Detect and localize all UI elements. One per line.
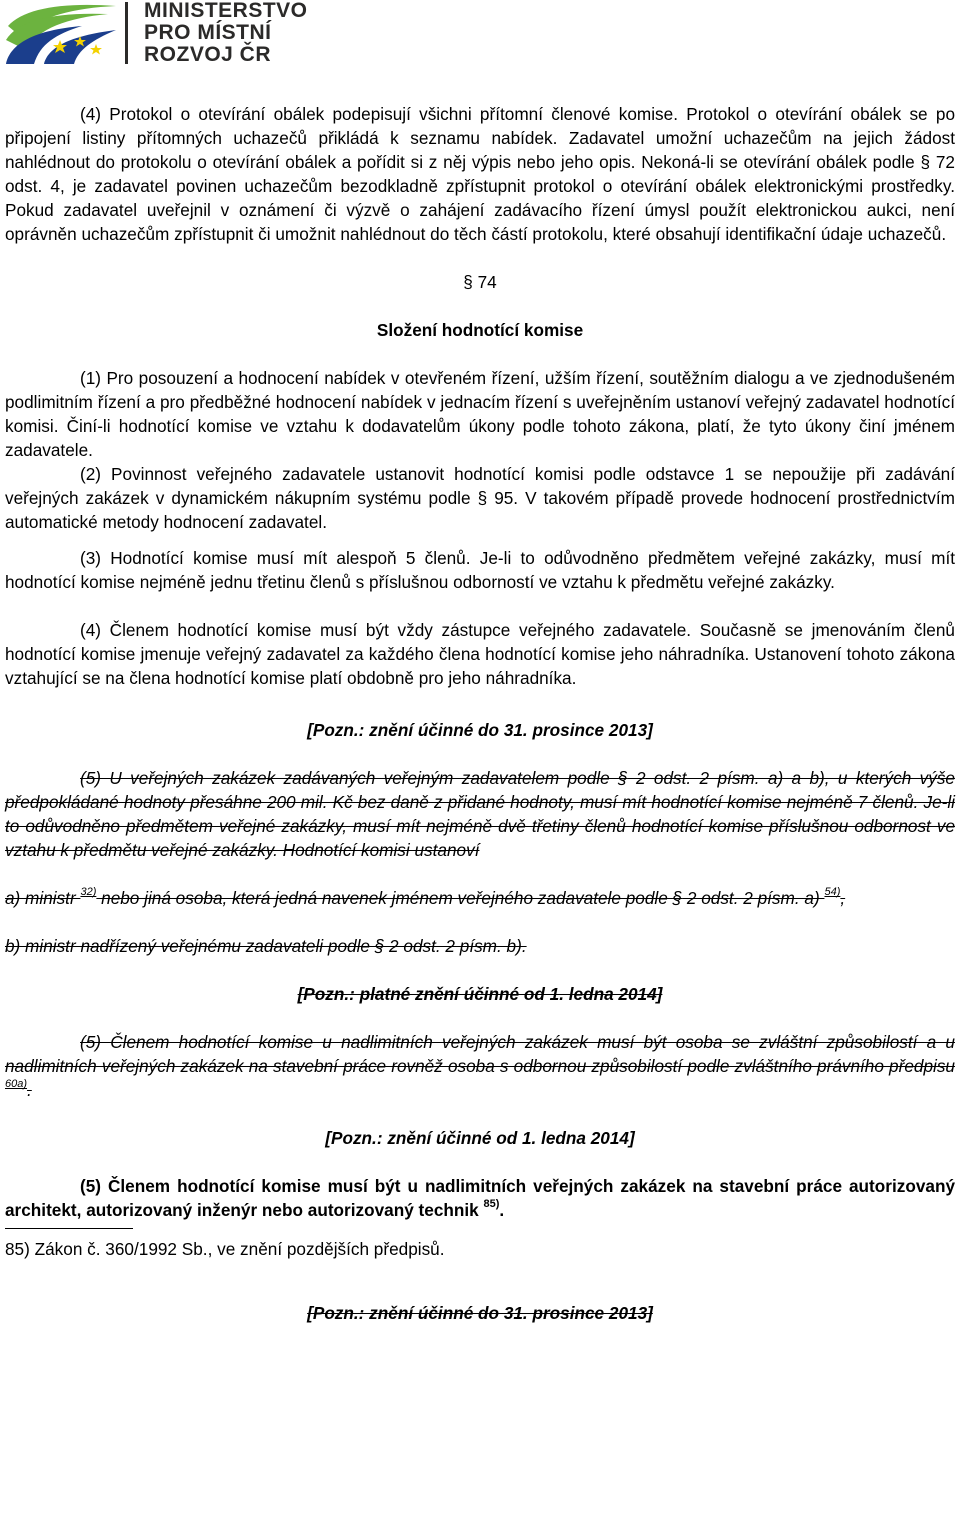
logo-divider: [125, 2, 128, 64]
paragraph-s5-old: (5) U veřejných zakázek zadávaných veřejným zadavatelem podle § 2 odst. 2 písm. a) a b), u kterých výše předpokládané hodnoty přesáhne 200 mil. Kč bez daně z přidané hodnoty, musí mít hodnotící komise nejméně 7 členů. Je-li to odůvodněno předmětem veřejné zakázky, musí mít nejméně dvě třetiny členů hodnotící komise příslušnou odbornost ve vztahu k předmětu veřejné zakázky. Hodnotící komisi ustanoví: [5, 768, 955, 860]
ministry-logo: [4, 0, 308, 66]
section-sign-icon: §: [920, 152, 931, 172]
paragraph-s5-new: (5) Členem hodnotící komise musí být u nadlimitních veřejných zakázek na stavební práce autorizovaný architekt, autorizovaný inženýr nebo autorizovaný technik $^{85)}$.: [5, 1176, 955, 1220]
paragraph-s2: (2) Povinnost veřejného zadavatele ustanovit hodnotící komisi podle odstavce 1 se nepoužije při zadávání veřejných zakázek v dynamickém nákupním systému podle § 95. V takovém případě provede hodnocení prostřednictvím automatické metody hodnocení zadavatel.: [5, 464, 955, 532]
paragraph-s5-a: a) ministr $^{32)}$ nebo jiná osoba, která jedná navenek jménem veřejného zadavatele podle § 2 odst. 2 písm. a) $^{54)}$,: [5, 886, 846, 908]
note-valid-from-2014: [Pozn.: platné znění účinné od 1. ledna 2014]: [297, 984, 663, 1004]
document-body: [5, 102, 955, 1325]
note-effective-until-2013: [Pozn.: znění účinné do 31. prosince 2013]: [307, 720, 653, 740]
note-effective-until-2013-bottom: [Pozn.: znění účinné do 31. prosince 2013]: [307, 1303, 653, 1323]
logo-line-2: PRO MÍSTNÍ: [144, 21, 272, 44]
section-number: § 74: [463, 272, 497, 292]
paragraph-s5-mid: (5) Členem hodnotící komise u nadlimitních veřejných zakázek musí být osoba se zvláštní způsobilostí a u nadlimitních veřejných zakázek na stavební práce rovněž osoba s odbornou způsobilostí podle zvláštního právního předpisu $^{60a)}$.: [5, 1032, 955, 1100]
paragraph-s3: (3) Hodnotící komise musí mít alespoň 5 členů. Je-li to odůvodněno předmětem veřejné zakázky, musí mít hodnotící komise nejméně jednu třetinu členů s příslušnou odborností ve vztahu k předmětu veřejné zakázky.: [5, 548, 955, 592]
footnote-85: 85) Zákon č. 360/1992 Sb., ve znění pozdějších předpisů.: [5, 1239, 445, 1259]
logo-emblem-icon: [4, 0, 122, 66]
paragraph-s4: (4) Členem hodnotící komise musí být vždy zástupce veřejného zadavatele. Současně se jmenováním členů hodnotící komise jmenuje veřejný zadavatel za každého člena hodnotící komise jeho náhradníka. Ustanovení tohoto zákona vztahující se na člena hodnotící komise platí obdobně pro jeho náhradníka.: [5, 620, 955, 688]
section-sign-icon: §: [477, 488, 488, 508]
section-sign-icon: §: [672, 888, 683, 908]
logo-line-1: MINISTERSTVO: [144, 0, 308, 22]
paragraph-s5-b: b) ministr nadřízený veřejnému zadavateli podle § 2 odst. 2 písm. b).: [5, 936, 527, 956]
section-sign-icon: §: [618, 768, 628, 788]
paragraph-s1: (1) Pro posouzení a hodnocení nabídek v otevřeném řízení, užším řízení, soutěžním dialogu a ve zjednodušeném podlimitním řízení a pro předběžné hodnocení nabídek v jednacím řízení s uveřejněním ustanoví veřejný zadavatel hodnotící komisi. Činí-li hodnotící komise ve vztahu k dodavatelům úkony podle tohoto zákona, platí, že tyto úkony činí jménem zadavatele.: [5, 368, 955, 460]
footnote-separator: [5, 1228, 133, 1229]
note-effective-from-2014: [Pozn.: znění účinné od 1. ledna 2014]: [325, 1128, 635, 1148]
logo-line-3: ROZVOJ ČR: [144, 43, 272, 66]
section-title: Složení hodnotící komise: [376, 320, 584, 340]
logo-text: [144, 0, 308, 66]
paragraph-4: (4) Protokol o otevírání obálek podepisují všichni přítomní členové komise. Protokol o otevírání obálek se po připojení listiny přítomných uchazečů přikládá k seznamu nabídek. Zadavatel umožní uchazečům na jejich žádost nahlédnout do protokolu o otevírání obálek a pořídit si z něj výpis nebo jeho opis. Nekoná-li se otevírání obálek podle § 72 odst. 4, je zadavatel povinen uchazečům bezodkladně zpřístupnit protokol o otevírání obálek elektronickými prostředky. Pokud zadavatel uveřejnil v oznámení či výzvě o zahájení zadávacího řízení úmysl použít elektronickou aukci, není oprávněn uchazečům zpřístupnit či umožnit nahlédnout do těch částí protokolu, které obsahují identifikační údaje uchazečů.: [5, 104, 955, 244]
